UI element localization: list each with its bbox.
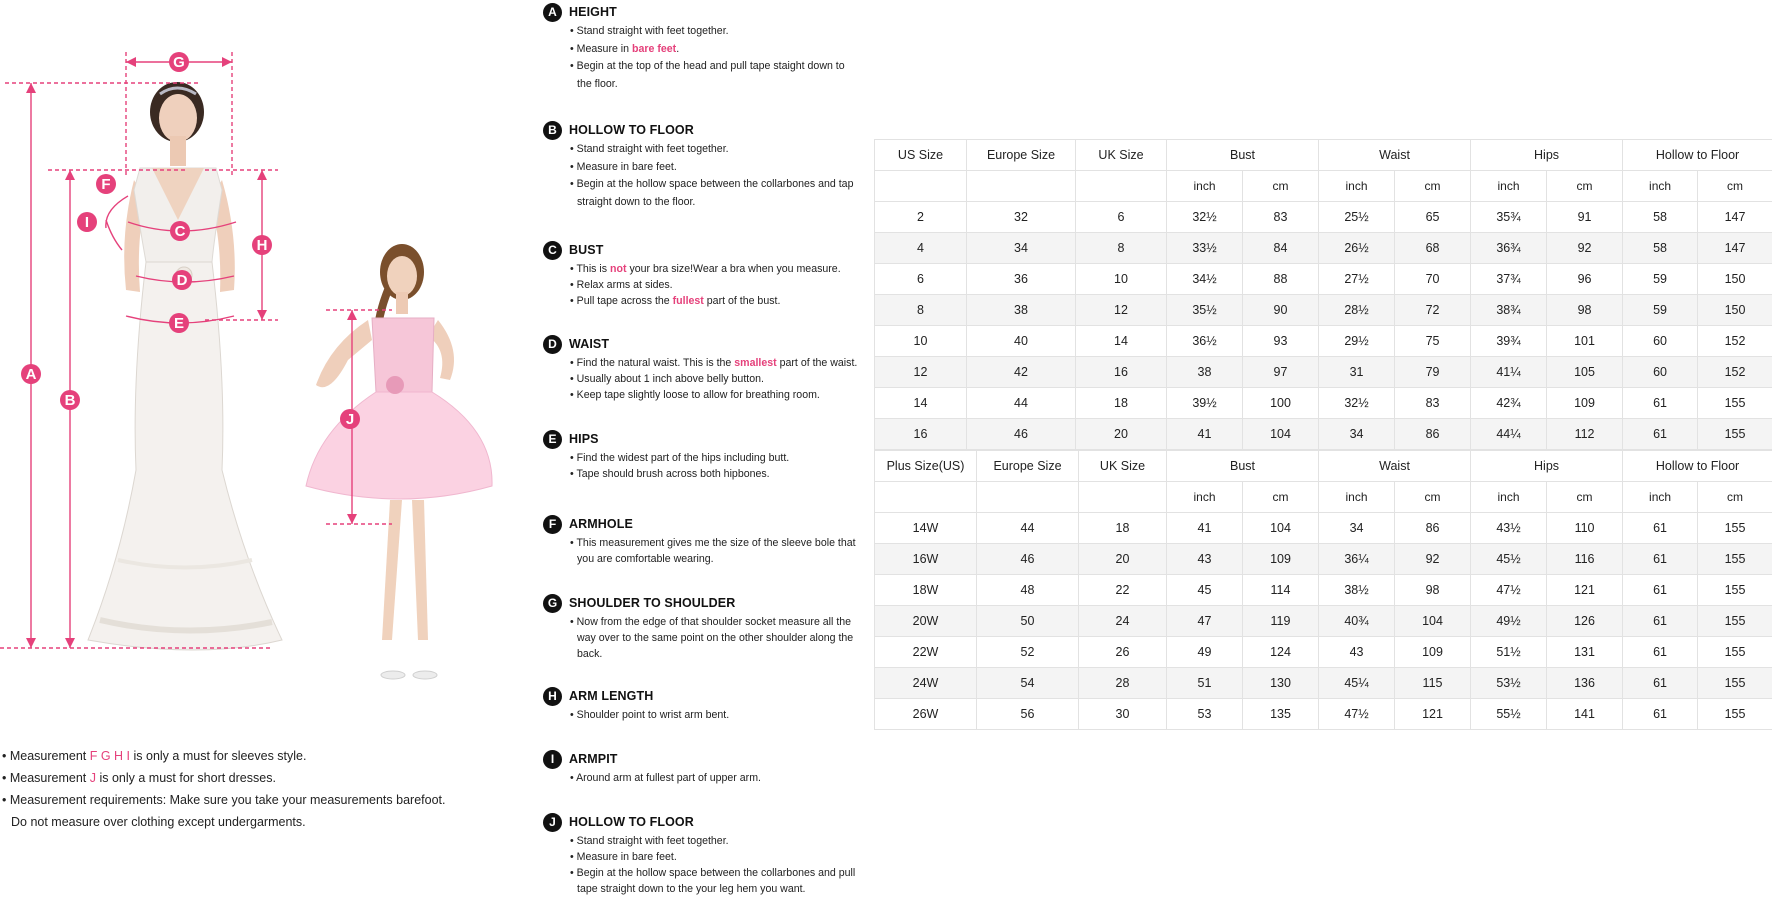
column-header: Bust	[1167, 451, 1319, 482]
table-cell: 14	[875, 388, 967, 419]
svg-text:C: C	[174, 223, 186, 240]
table-row	[875, 233, 1772, 264]
unit-cell: inch	[1167, 482, 1243, 513]
instruction-armpit: I ARMPIT • Around arm at fullest part of upper arm.	[543, 749, 873, 788]
table-cell: 79	[1395, 357, 1471, 388]
table-cell: 18W	[875, 575, 977, 606]
unit-row	[875, 171, 1772, 202]
footnote-2: • Measurement J is only a must for short dresses.	[2, 771, 276, 785]
table-cell: 18	[1076, 388, 1167, 419]
table-row	[875, 699, 1772, 730]
table-cell: 36	[967, 264, 1076, 295]
table-cell: 58	[1623, 233, 1698, 264]
table-cell: 48	[977, 575, 1079, 606]
table-cell: 44	[977, 513, 1079, 544]
table-cell: 38	[1167, 357, 1243, 388]
unit-cell	[875, 171, 967, 202]
table-cell: 141	[1547, 699, 1623, 730]
unit-cell: cm	[1547, 482, 1623, 513]
table-cell: 135	[1243, 699, 1319, 730]
highlight-j: J	[89, 771, 96, 785]
table-cell: 32½	[1319, 388, 1395, 419]
table-cell: 109	[1547, 388, 1623, 419]
table-cell: 53½	[1471, 668, 1547, 699]
instruction-title: HOLLOW TO FLOOR	[569, 123, 694, 137]
table-cell: 29½	[1319, 326, 1395, 357]
instruction-bust: C BUST • This is not your bra size!Wear a bra when you measure. • Relax arms at sides. • Pull tape across the fullest part of the bust.	[543, 240, 873, 309]
highlight-fghi: F G H I	[89, 749, 131, 763]
letter-badge-b: B	[543, 121, 562, 140]
unit-cell: cm	[1547, 171, 1623, 202]
column-header: Waist	[1319, 451, 1471, 482]
badge-a	[21, 364, 41, 384]
table-cell: 28½	[1319, 295, 1395, 326]
table-cell: 42	[967, 357, 1076, 388]
table-cell: 20	[1076, 419, 1167, 450]
table-cell: 8	[1076, 233, 1167, 264]
table-cell: 115	[1395, 668, 1471, 699]
table-row	[875, 357, 1772, 388]
table-cell: 32½	[1167, 202, 1243, 233]
table-cell: 65	[1395, 202, 1471, 233]
table-cell: 47½	[1319, 699, 1395, 730]
table-cell: 150	[1698, 295, 1772, 326]
table-cell: 40	[967, 326, 1076, 357]
badge-d	[172, 270, 192, 290]
unit-cell: inch	[1471, 171, 1547, 202]
svg-text:J: J	[345, 411, 355, 428]
letter-badge-j: J	[543, 813, 562, 832]
table-cell: 61	[1623, 419, 1698, 450]
table-cell: 52	[977, 637, 1079, 668]
table-cell: 28	[1079, 668, 1167, 699]
table-cell: 46	[967, 419, 1076, 450]
table-cell: 30	[1079, 699, 1167, 730]
table-cell: 91	[1547, 202, 1623, 233]
table-cell: 38	[967, 295, 1076, 326]
letter-badge-d: D	[543, 335, 562, 354]
table-cell: 34	[1319, 419, 1395, 450]
instruction-title: HIPS	[569, 432, 599, 446]
table-cell: 155	[1698, 544, 1772, 575]
table-cell: 58	[1623, 202, 1698, 233]
column-header: UK Size	[1079, 451, 1167, 482]
footnote-3: • Measurement requirements: Make sure you take your measurements barefoot.	[2, 793, 446, 807]
table-cell: 109	[1243, 544, 1319, 575]
table-cell: 36¾	[1471, 233, 1547, 264]
table-cell: 43½	[1471, 513, 1547, 544]
table-cell: 152	[1698, 357, 1772, 388]
table-cell: 10	[1076, 264, 1167, 295]
table-cell: 110	[1547, 513, 1623, 544]
table-cell: 32	[967, 202, 1076, 233]
table-row	[875, 575, 1772, 606]
table-cell: 98	[1547, 295, 1623, 326]
column-header: UK Size	[1076, 140, 1167, 171]
table-cell: 136	[1547, 668, 1623, 699]
letter-badge-a: A	[543, 3, 562, 22]
table-cell: 104	[1243, 419, 1319, 450]
table-cell: 14W	[875, 513, 977, 544]
table-row	[875, 202, 1772, 233]
highlight-smallest: smallest	[734, 357, 777, 369]
table-cell: 119	[1243, 606, 1319, 637]
table-cell: 86	[1395, 513, 1471, 544]
badge-c	[170, 221, 190, 241]
table-cell: 24W	[875, 668, 977, 699]
table-cell: 31	[1319, 357, 1395, 388]
unit-row	[875, 482, 1772, 513]
table-cell: 16	[875, 419, 967, 450]
instruction-hollow-to-floor: B HOLLOW TO FLOOR • Stand straight with feet together. • Measure in bare feet. • Begin at the hollow space between the collarbones and tap straight down to the floor.	[543, 120, 873, 211]
svg-text:H: H	[256, 237, 268, 254]
measurement-instructions	[543, 0, 873, 897]
unit-cell: cm	[1698, 482, 1772, 513]
badge-e	[169, 313, 189, 333]
table-cell: 84	[1243, 233, 1319, 264]
table-cell: 59	[1623, 295, 1698, 326]
table-row	[875, 419, 1772, 450]
table-cell: 90	[1243, 295, 1319, 326]
unit-cell	[967, 171, 1076, 202]
table-cell: 61	[1623, 668, 1698, 699]
table-cell: 96	[1547, 264, 1623, 295]
table-cell: 34½	[1167, 264, 1243, 295]
column-header: Europe Size	[967, 140, 1076, 171]
table-cell: 18	[1079, 513, 1167, 544]
table-cell: 114	[1243, 575, 1319, 606]
size-charts	[874, 139, 1772, 730]
footnote-1: • Measurement F G H I is only a must for sleeves style.	[2, 749, 307, 763]
table-cell: 36¼	[1319, 544, 1395, 575]
table-cell: 27½	[1319, 264, 1395, 295]
table-row	[875, 295, 1772, 326]
table-cell: 131	[1547, 637, 1623, 668]
table-row	[875, 637, 1772, 668]
table-cell: 45½	[1471, 544, 1547, 575]
table-cell: 45	[1167, 575, 1243, 606]
table-cell: 33½	[1167, 233, 1243, 264]
table-row	[875, 264, 1772, 295]
unit-cell	[875, 482, 977, 513]
table-cell: 55½	[1471, 699, 1547, 730]
column-header: Hollow to Floor	[1623, 140, 1772, 171]
table-cell: 12	[1076, 295, 1167, 326]
table-cell: 47½	[1471, 575, 1547, 606]
table-cell: 53	[1167, 699, 1243, 730]
badge-h	[252, 235, 272, 255]
table-cell: 60	[1623, 326, 1698, 357]
letter-badge-c: C	[543, 241, 562, 260]
table-cell: 12	[875, 357, 967, 388]
badge-i	[77, 212, 97, 232]
table-cell: 49½	[1471, 606, 1547, 637]
unit-cell	[1076, 171, 1167, 202]
table-row	[875, 606, 1772, 637]
unit-cell: cm	[1243, 482, 1319, 513]
svg-text:I: I	[84, 214, 90, 231]
table-cell: 83	[1243, 202, 1319, 233]
table-cell: 42¾	[1471, 388, 1547, 419]
us-size-table	[874, 139, 1772, 450]
instruction-arm-length: H ARM LENGTH • Shoulder point to wrist arm bent.	[543, 686, 873, 725]
column-header: Hips	[1471, 140, 1623, 171]
footnote-4: Do not measure over clothing except undergarments.	[11, 815, 306, 829]
table-cell: 51	[1167, 668, 1243, 699]
instruction-waist: D WAIST • Find the natural waist. This is the smallest part of the waist. • Usually about 1 inch above belly button. • Keep tape slightly loose to allow for breathing room.	[543, 334, 873, 403]
table-cell: 34	[967, 233, 1076, 264]
table-cell: 93	[1243, 326, 1319, 357]
letter-badge-i: I	[543, 750, 562, 769]
table-row	[875, 388, 1772, 419]
table-cell: 10	[875, 326, 967, 357]
instruction-shoulder-to-shoulder: G SHOULDER TO SHOULDER • Now from the edge of that shoulder socket measure all the way over to the same point on the other shoulder along the back.	[543, 593, 873, 662]
table-cell: 147	[1698, 233, 1772, 264]
table-cell: 54	[977, 668, 1079, 699]
table-cell: 121	[1395, 699, 1471, 730]
unit-cell	[977, 482, 1079, 513]
letter-badge-e: E	[543, 430, 562, 449]
svg-text:A: A	[25, 366, 37, 383]
letter-badge-f: F	[543, 515, 562, 534]
table-cell: 26½	[1319, 233, 1395, 264]
table-cell: 2	[875, 202, 967, 233]
plus-size-table	[874, 450, 1772, 730]
unit-cell: cm	[1395, 171, 1471, 202]
instruction-hips: E HIPS • Find the widest part of the hips including butt. • Tape should brush across both hipbones.	[543, 429, 873, 482]
instruction-title: WAIST	[569, 337, 610, 351]
table-cell: 155	[1698, 699, 1772, 730]
instruction-title: ARM LENGTH	[569, 689, 654, 703]
table-cell: 100	[1243, 388, 1319, 419]
bride-figure	[88, 82, 282, 650]
table-cell: 155	[1698, 513, 1772, 544]
table-row	[875, 513, 1772, 544]
measurement-illustration	[0, 0, 530, 720]
table-cell: 41	[1167, 419, 1243, 450]
table-cell: 147	[1698, 202, 1772, 233]
unit-cell: inch	[1319, 482, 1395, 513]
table-cell: 155	[1698, 419, 1772, 450]
measurement-footnotes	[2, 745, 522, 833]
table-cell: 61	[1623, 544, 1698, 575]
table-cell: 39¾	[1471, 326, 1547, 357]
highlight-fullest: fullest	[672, 295, 704, 307]
table-cell: 24	[1079, 606, 1167, 637]
unit-cell: inch	[1623, 482, 1698, 513]
table-cell: 70	[1395, 264, 1471, 295]
unit-cell: cm	[1698, 171, 1772, 202]
table-cell: 37¾	[1471, 264, 1547, 295]
table-cell: 39½	[1167, 388, 1243, 419]
table-cell: 68	[1395, 233, 1471, 264]
table-row	[875, 668, 1772, 699]
table-cell: 109	[1395, 637, 1471, 668]
table-cell: 47	[1167, 606, 1243, 637]
table-cell: 130	[1243, 668, 1319, 699]
letter-badge-g: G	[543, 594, 562, 613]
table-cell: 86	[1395, 419, 1471, 450]
table-cell: 60	[1623, 357, 1698, 388]
column-header: Bust	[1167, 140, 1319, 171]
table-cell: 6	[875, 264, 967, 295]
table-cell: 155	[1698, 388, 1772, 419]
unit-cell: inch	[1623, 171, 1698, 202]
column-header: Hollow to Floor	[1623, 451, 1772, 482]
table-cell: 25½	[1319, 202, 1395, 233]
table-cell: 20W	[875, 606, 977, 637]
table-cell: 155	[1698, 575, 1772, 606]
table-cell: 41¼	[1471, 357, 1547, 388]
table-cell: 97	[1243, 357, 1319, 388]
table-cell: 61	[1623, 606, 1698, 637]
instruction-title: HEIGHT	[569, 5, 617, 19]
table-cell: 34	[1319, 513, 1395, 544]
svg-text:G: G	[173, 54, 185, 71]
table-cell: 14	[1076, 326, 1167, 357]
table-cell: 6	[1076, 202, 1167, 233]
table-cell: 155	[1698, 637, 1772, 668]
table-row	[875, 544, 1772, 575]
table-cell: 40¾	[1319, 606, 1395, 637]
table-cell: 124	[1243, 637, 1319, 668]
unit-cell: inch	[1319, 171, 1395, 202]
table-cell: 35¾	[1471, 202, 1547, 233]
table-cell: 20	[1079, 544, 1167, 575]
table-row	[875, 326, 1772, 357]
table-cell: 56	[977, 699, 1079, 730]
table-cell: 44¼	[1471, 419, 1547, 450]
instruction-title: ARMPIT	[569, 752, 618, 766]
instruction-title: SHOULDER TO SHOULDER	[569, 596, 736, 610]
table-cell: 26	[1079, 637, 1167, 668]
table-cell: 16W	[875, 544, 977, 575]
table-cell: 22	[1079, 575, 1167, 606]
unit-cell: inch	[1167, 171, 1243, 202]
table-cell: 105	[1547, 357, 1623, 388]
table-cell: 4	[875, 233, 967, 264]
table-cell: 41	[1167, 513, 1243, 544]
table-header-row	[875, 451, 1772, 482]
svg-text:F: F	[101, 176, 111, 193]
svg-text:E: E	[173, 315, 185, 332]
table-cell: 43	[1167, 544, 1243, 575]
table-cell: 126	[1547, 606, 1623, 637]
unit-cell: cm	[1395, 482, 1471, 513]
badge-f	[96, 174, 116, 194]
table-cell: 22W	[875, 637, 977, 668]
table-cell: 155	[1698, 668, 1772, 699]
table-cell: 101	[1547, 326, 1623, 357]
table-header-row	[875, 140, 1772, 171]
unit-cell	[1079, 482, 1167, 513]
table-cell: 26W	[875, 699, 977, 730]
table-cell: 44	[967, 388, 1076, 419]
table-cell: 83	[1395, 388, 1471, 419]
table-cell: 92	[1395, 544, 1471, 575]
instruction-title: ARMHOLE	[569, 517, 633, 531]
instruction-title: HOLLOW TO FLOOR	[569, 815, 694, 829]
instruction-height: A HEIGHT • Stand straight with feet together. • Measure in bare feet. • Begin at the top of the head and pull tape staight down to the floor.	[543, 2, 873, 93]
table-cell: 50	[977, 606, 1079, 637]
column-header: Europe Size	[977, 451, 1079, 482]
table-cell: 35½	[1167, 295, 1243, 326]
unit-cell: cm	[1243, 171, 1319, 202]
table-cell: 121	[1547, 575, 1623, 606]
table-cell: 152	[1698, 326, 1772, 357]
badge-b	[60, 390, 80, 410]
table-cell: 61	[1623, 575, 1698, 606]
table-cell: 61	[1623, 637, 1698, 668]
table-cell: 8	[875, 295, 967, 326]
highlight-bare-feet: bare feet	[632, 42, 677, 55]
column-header: Plus Size(US)	[875, 451, 977, 482]
table-cell: 75	[1395, 326, 1471, 357]
instruction-hollow-to-hem: J HOLLOW TO FLOOR • Stand straight with feet together. • Measure in bare feet. • Begin at the hollow space between the collarbones and pull tape straight down to the your leg hem you want.	[543, 812, 873, 897]
column-header: Waist	[1319, 140, 1471, 171]
table-cell: 45¼	[1319, 668, 1395, 699]
table-cell: 116	[1547, 544, 1623, 575]
svg-text:B: B	[64, 392, 76, 409]
table-cell: 36½	[1167, 326, 1243, 357]
instruction-title: BUST	[569, 243, 604, 257]
table-cell: 43	[1319, 637, 1395, 668]
table-cell: 46	[977, 544, 1079, 575]
column-header: Hips	[1471, 451, 1623, 482]
table-cell: 104	[1395, 606, 1471, 637]
table-cell: 155	[1698, 606, 1772, 637]
table-cell: 59	[1623, 264, 1698, 295]
table-cell: 51½	[1471, 637, 1547, 668]
table-cell: 61	[1623, 513, 1698, 544]
badge-j	[340, 409, 360, 429]
letter-badge-h: H	[543, 687, 562, 706]
badge-g	[169, 52, 189, 72]
table-cell: 88	[1243, 264, 1319, 295]
short-dress-figure	[306, 244, 492, 679]
highlight-not: not	[610, 263, 627, 275]
table-cell: 16	[1076, 357, 1167, 388]
table-cell: 61	[1623, 388, 1698, 419]
instruction-armhole: F ARMHOLE • This measurement gives me the size of the sleeve bole that you are comfortable wearing.	[543, 514, 873, 567]
table-cell: 61	[1623, 699, 1698, 730]
measurement-figure-panel	[0, 0, 530, 897]
table-cell: 150	[1698, 264, 1772, 295]
table-cell: 72	[1395, 295, 1471, 326]
table-cell: 49	[1167, 637, 1243, 668]
table-cell: 92	[1547, 233, 1623, 264]
svg-text:D: D	[176, 272, 188, 289]
table-cell: 104	[1243, 513, 1319, 544]
unit-cell: inch	[1471, 482, 1547, 513]
table-cell: 38½	[1319, 575, 1395, 606]
table-cell: 38¾	[1471, 295, 1547, 326]
column-header: US Size	[875, 140, 967, 171]
table-cell: 112	[1547, 419, 1623, 450]
table-cell: 98	[1395, 575, 1471, 606]
